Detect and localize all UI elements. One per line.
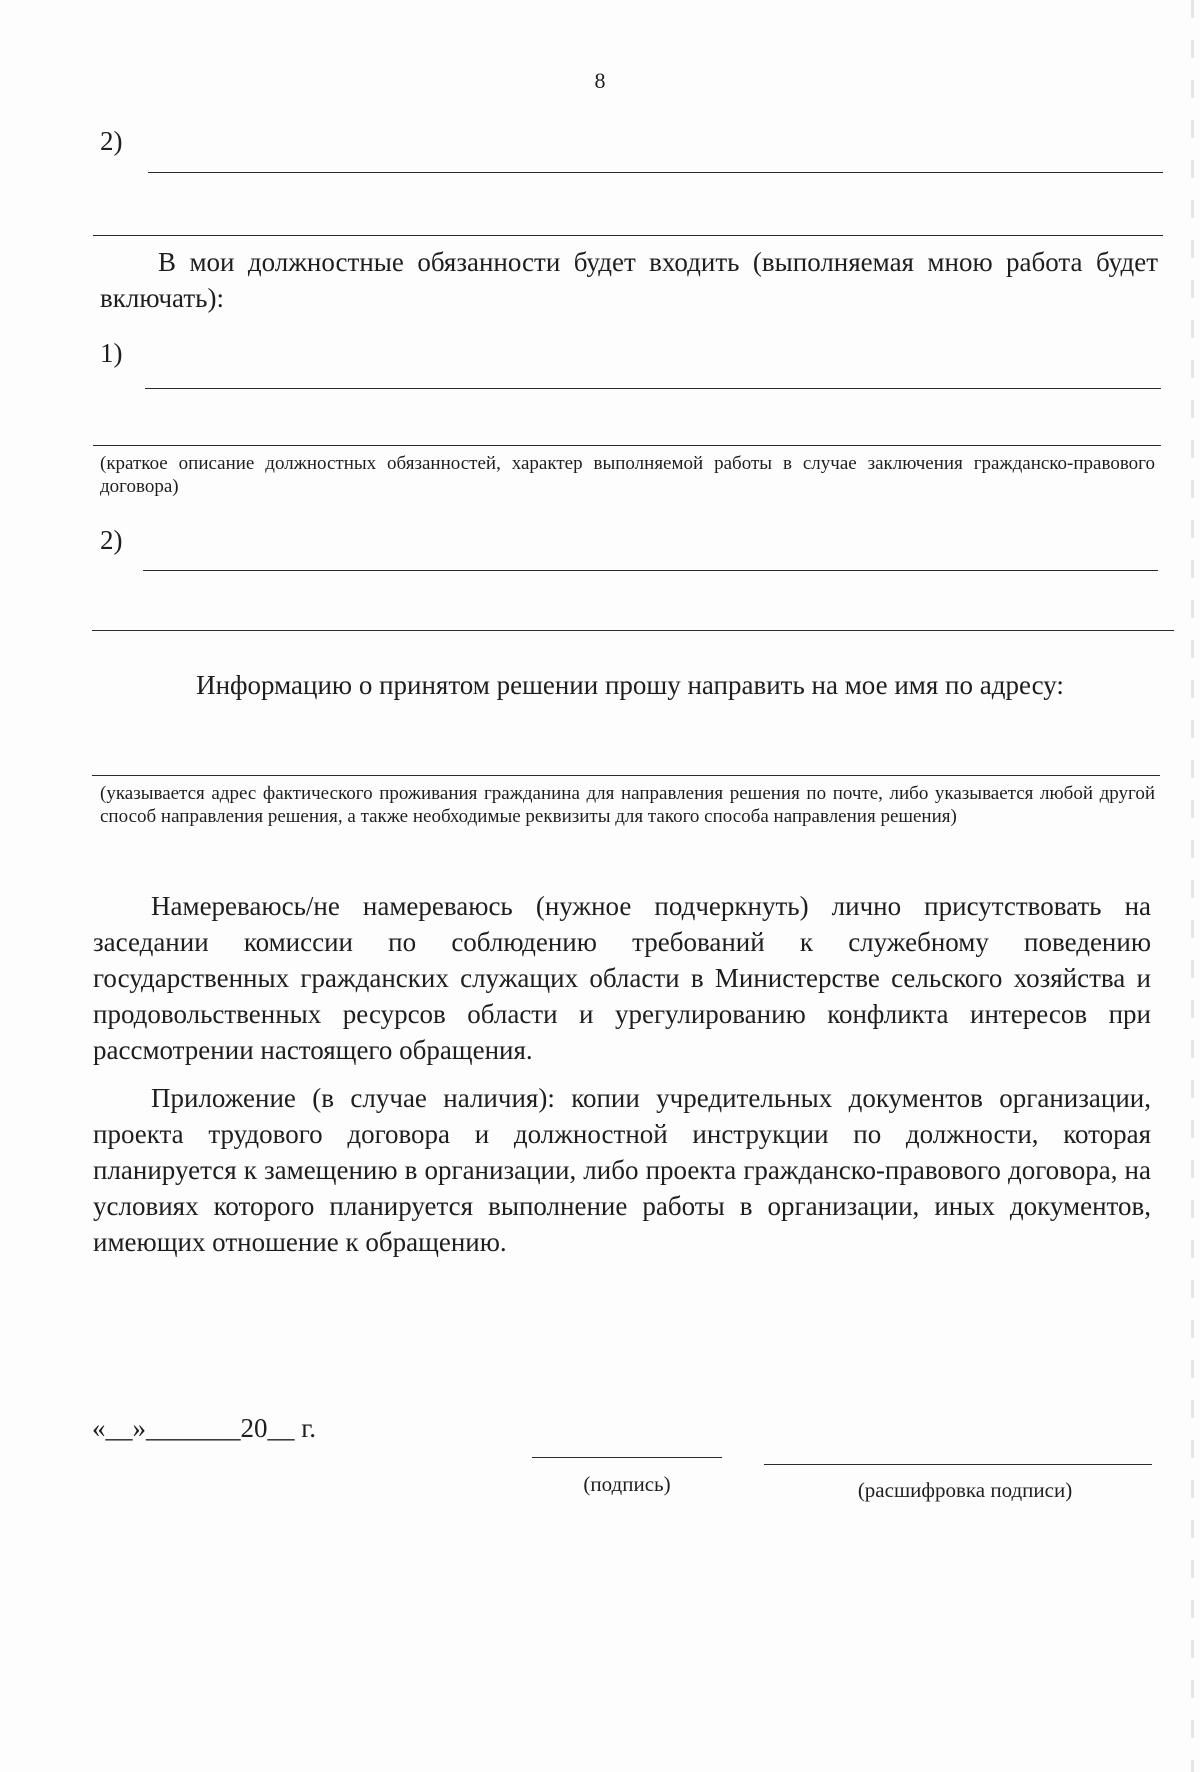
signature-line — [532, 1457, 722, 1458]
scan-edge-artifact — [1191, 0, 1194, 1772]
signature-label: (подпись) — [583, 1472, 671, 1496]
attachment-paragraph: Приложение (в случае наличия): копии учредительных документов организации, проекта трудового договора и должностной инструкции по должности, которая планируется к замещению в организации, либо проекта гражданско-правового договора, на условиях которого планируется выполнение работы в организации, иных документов, имеющих отношение к обращению. — [93, 1083, 1151, 1257]
fill-line — [92, 775, 1160, 776]
fill-line — [93, 445, 1161, 446]
fill-line — [148, 172, 1163, 173]
address-request: Информацию о принятом решении прошу направить на мое имя по адресу: — [196, 670, 1064, 700]
item-number-2-top: 2) — [100, 126, 123, 156]
signature-decoding-line — [764, 1464, 1152, 1465]
signature-decoding-label: (расшифровка подписи) — [857, 1478, 1073, 1502]
item-number-2: 2) — [100, 525, 123, 555]
item-number-1: 1) — [100, 338, 123, 368]
fill-line — [93, 235, 1163, 236]
fill-line — [145, 388, 1161, 389]
page-number: 8 — [594, 68, 606, 93]
fill-line — [92, 630, 1174, 631]
duties-hint: (краткое описание должностных обязанностей, характер выполняемой работы в случае заключения гражданско-правового договора) — [100, 453, 1155, 497]
duties-intro: В мои должностные обязанности будет входить (выполняемая мною работа будет включать): — [100, 247, 1158, 313]
address-hint: (указывается адрес фактического проживания гражданина для направления решения по почте, либо указывается любой другой способ направления решения, а также необходимые реквизиты для такого способа направления решения) — [100, 783, 1155, 827]
intent-paragraph: Намереваюсь/не намереваюсь (нужное подчеркнуть) лично присутствовать на заседании комиссии по соблюдению требований к служебному поведению государственных гражданских служащих области в Министерстве сельского хозяйства и продовольственных ресурсов области и урегулированию конфликта интересов при рассмотрении настоящего обращения. — [93, 891, 1151, 1065]
fill-line — [143, 570, 1158, 571]
date-field: «__»_______20__ г. — [92, 1413, 317, 1443]
